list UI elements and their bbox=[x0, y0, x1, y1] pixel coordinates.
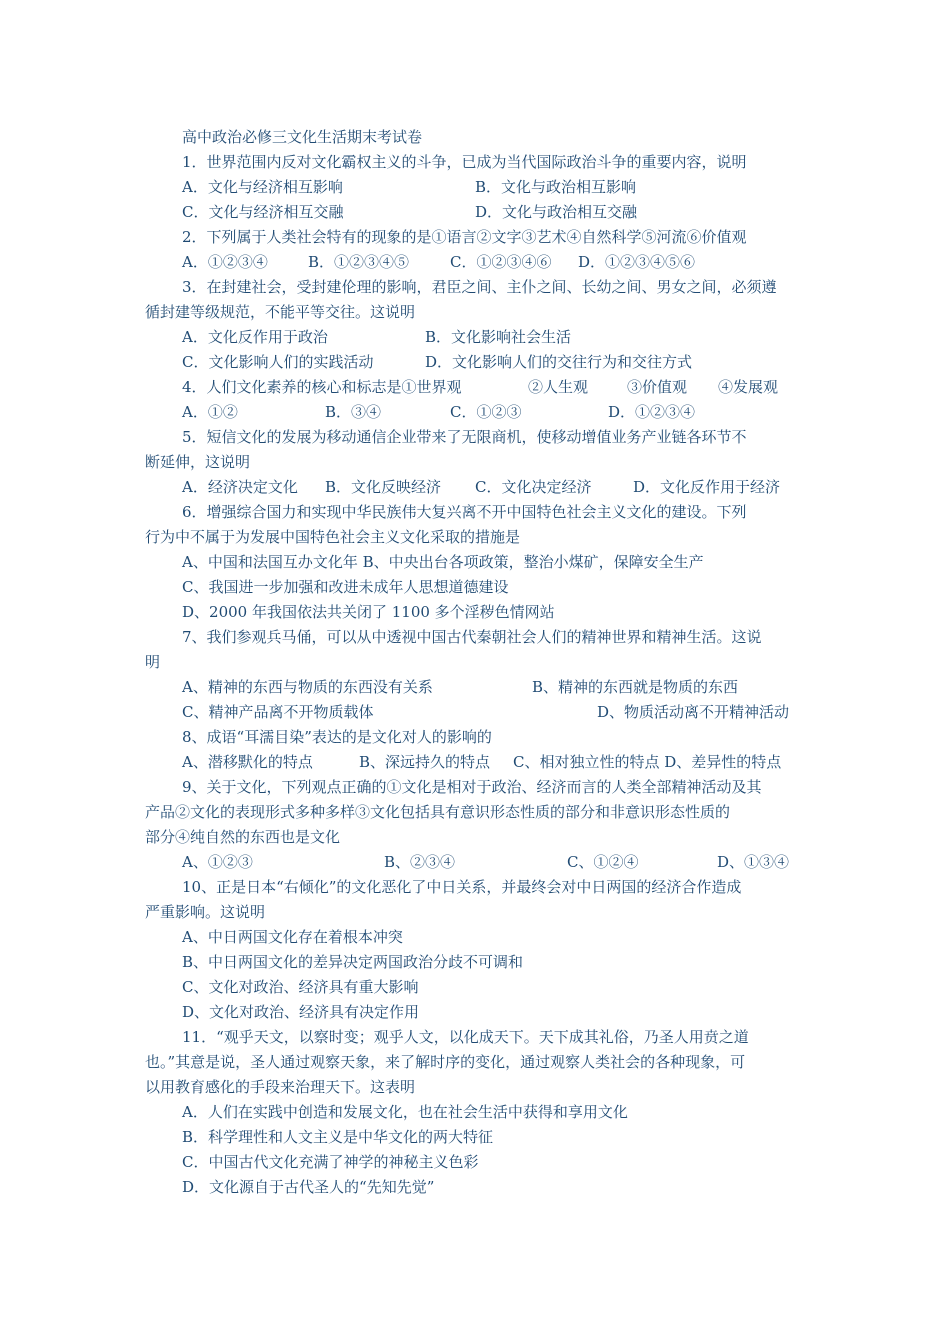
question-8-option-c-d[interactable]: C、相对独立性的特点 D、差异性的特点 bbox=[513, 753, 782, 771]
question-3-option-b[interactable]: B．文化影响社会生活 bbox=[425, 328, 572, 346]
question-11-option-b[interactable]: B．科学理性和人文主义是中华文化的两大特征 bbox=[182, 1128, 494, 1146]
question-7-option-d[interactable]: D、物质活动离不开精神活动 bbox=[597, 703, 790, 721]
question-8-option-b[interactable]: B、深远持久的特点 bbox=[359, 753, 491, 771]
question-11-stem-line-3: 以用教育感化的手段来治理天下。这表明 bbox=[145, 1078, 416, 1096]
page-title: 高中政治必修三文化生活期末考试卷 bbox=[182, 128, 423, 146]
question-6-option-d[interactable]: D、2000 年我国依法共关闭了 1100 多个淫秽色情网站 bbox=[182, 603, 555, 621]
question-3-stem-line-2: 循封建等级规范，不能平等交往。这说明 bbox=[145, 303, 416, 321]
question-1-option-b[interactable]: B．文化与政治相互影响 bbox=[475, 178, 637, 196]
question-5-stem-line-2: 断延伸，这说明 bbox=[145, 453, 251, 471]
question-5-option-d[interactable]: D．文化反作用于经济 bbox=[633, 478, 781, 496]
question-5-stem-line-1: 5．短信文化的发展为移动通信企业带来了无限商机，使移动增值业务产业链各环节不 bbox=[182, 428, 747, 446]
question-1-option-c[interactable]: C．文化与经济相互交融 bbox=[182, 203, 344, 221]
question-6-stem-line-2: 行为中不属于为发展中国特色社会主义文化采取的措施是 bbox=[145, 528, 521, 546]
question-2-option-c[interactable]: C．①②③④⑥ bbox=[450, 253, 552, 271]
question-6-option-a-b[interactable]: A、中国和法国互办文化年 B、中央出台各项政策，整治小煤矿，保障安全生产 bbox=[182, 553, 704, 571]
question-3-option-d[interactable]: D．文化影响人们的交往行为和交往方式 bbox=[425, 353, 693, 371]
question-9-stem-line-1: 9、关于文化，下列观点正确的①文化是相对于政治、经济而言的人类全部精神活动及其 bbox=[182, 778, 762, 796]
question-11-option-d[interactable]: D．文化源自于古代圣人的“先知先觉” bbox=[182, 1178, 435, 1196]
question-5-option-a[interactable]: A．经济决定文化 bbox=[182, 478, 298, 496]
question-9-option-a[interactable]: A、①②③ bbox=[182, 853, 253, 871]
question-7-stem-line-2: 明 bbox=[145, 653, 161, 671]
question-10-stem-line-2: 严重影响。这说明 bbox=[145, 903, 266, 921]
question-9-option-d[interactable]: D、①③④ bbox=[717, 853, 790, 871]
question-5-option-c[interactable]: C．文化决定经济 bbox=[475, 478, 592, 496]
question-8-stem: 8、成语“耳濡目染”表达的是文化对人的影响的 bbox=[182, 728, 492, 746]
question-4-option-c[interactable]: C．①②③ bbox=[450, 403, 522, 421]
question-1-stem: 1．世界范围内反对文化霸权主义的斗争，已成为当代国际政治斗争的重要内容，说明 bbox=[182, 153, 747, 171]
question-10-option-b[interactable]: B、中日两国文化的差异决定两国政治分歧不可调和 bbox=[182, 953, 524, 971]
question-3-stem-line-1: 3．在封建社会，受封建伦理的影响，君臣之间、主仆之间、长幼之间、男女之间，必须遵 bbox=[182, 278, 777, 296]
question-4-stem-part-3: ③价值观 bbox=[627, 378, 688, 396]
question-6-option-c[interactable]: C、我国进一步加强和改进未成年人思想道德建设 bbox=[182, 578, 509, 596]
question-5-option-b[interactable]: B．文化反映经济 bbox=[325, 478, 442, 496]
question-1-option-d[interactable]: D．文化与政治相互交融 bbox=[475, 203, 638, 221]
question-10-option-c[interactable]: C、文化对政治、经济具有重大影响 bbox=[182, 978, 419, 996]
question-4-stem-part-4: ④发展观 bbox=[718, 378, 779, 396]
question-4-option-a[interactable]: A．①② bbox=[182, 403, 238, 421]
question-3-option-a[interactable]: A．文化反作用于政治 bbox=[182, 328, 328, 346]
question-11-stem-line-1: 11．“观乎天文，以察时变；观乎人文，以化成天下。天下成其礼俗，乃圣人用贲之道 bbox=[182, 1028, 749, 1046]
question-9-option-b[interactable]: B、②③④ bbox=[384, 853, 456, 871]
question-4-option-d[interactable]: D．①②③④ bbox=[608, 403, 696, 421]
question-10-option-a[interactable]: A、中日两国文化存在着根本冲突 bbox=[182, 928, 403, 946]
question-6-stem-line-1: 6．增强综合国力和实现中华民族伟大复兴离不开中国特色社会主义文化的建设。下列 bbox=[182, 503, 747, 521]
question-10-option-d[interactable]: D、文化对政治、经济具有决定作用 bbox=[182, 1003, 420, 1021]
question-1-option-a[interactable]: A．文化与经济相互影响 bbox=[182, 178, 343, 196]
question-2-option-a[interactable]: A．①②③④ bbox=[182, 253, 268, 271]
question-4-option-b[interactable]: B．③④ bbox=[325, 403, 382, 421]
question-3-option-c[interactable]: C．文化影响人们的实践活动 bbox=[182, 353, 374, 371]
question-4-stem-part-2: ②人生观 bbox=[528, 378, 589, 396]
question-2-option-b[interactable]: B．①②③④⑤ bbox=[308, 253, 410, 271]
question-10-stem-line-1: 10、正是日本“右倾化”的文化恶化了中日关系，并最终会对中日两国的经济合作造成 bbox=[182, 878, 742, 896]
question-7-option-b[interactable]: B、精神的东西就是物质的东西 bbox=[532, 678, 739, 696]
question-4-stem-part-1: 4．人们文化素养的核心和标志是①世界观 bbox=[182, 378, 462, 396]
question-2-option-d[interactable]: D．①②③④⑤⑥ bbox=[578, 253, 696, 271]
question-11-option-c[interactable]: C．中国古代文化充满了神学的神秘主义色彩 bbox=[182, 1153, 479, 1171]
question-9-option-c[interactable]: C、①②④ bbox=[567, 853, 639, 871]
question-9-stem-line-2: 产品②文化的表现形式多种多样③文化包括具有意识形态性质的部分和非意识形态性质的 bbox=[145, 803, 731, 821]
question-2-stem: 2．下列属于人类社会特有的现象的是①语言②文字③艺术④自然科学⑤河流⑥价值观 bbox=[182, 228, 747, 246]
question-7-option-a[interactable]: A、精神的东西与物质的东西没有关系 bbox=[182, 678, 433, 696]
question-7-option-c[interactable]: C、精神产品离不开物质载体 bbox=[182, 703, 374, 721]
question-11-stem-line-2: 也。”其意是说，圣人通过观察天象，来了解时序的变化，通过观察人类社会的各种现象，可 bbox=[145, 1053, 746, 1071]
question-9-stem-line-3: 部分④纯自然的东西也是文化 bbox=[145, 828, 341, 846]
question-11-option-a[interactable]: A．人们在实践中创造和发展文化，也在社会生活中获得和享用文化 bbox=[182, 1103, 628, 1121]
question-7-stem-line-1: 7、我们参观兵马俑，可以从中透视中国古代秦朝社会人们的精神世界和精神生活。这说 bbox=[182, 628, 762, 646]
question-8-option-a[interactable]: A、潜移默化的特点 bbox=[182, 753, 313, 771]
